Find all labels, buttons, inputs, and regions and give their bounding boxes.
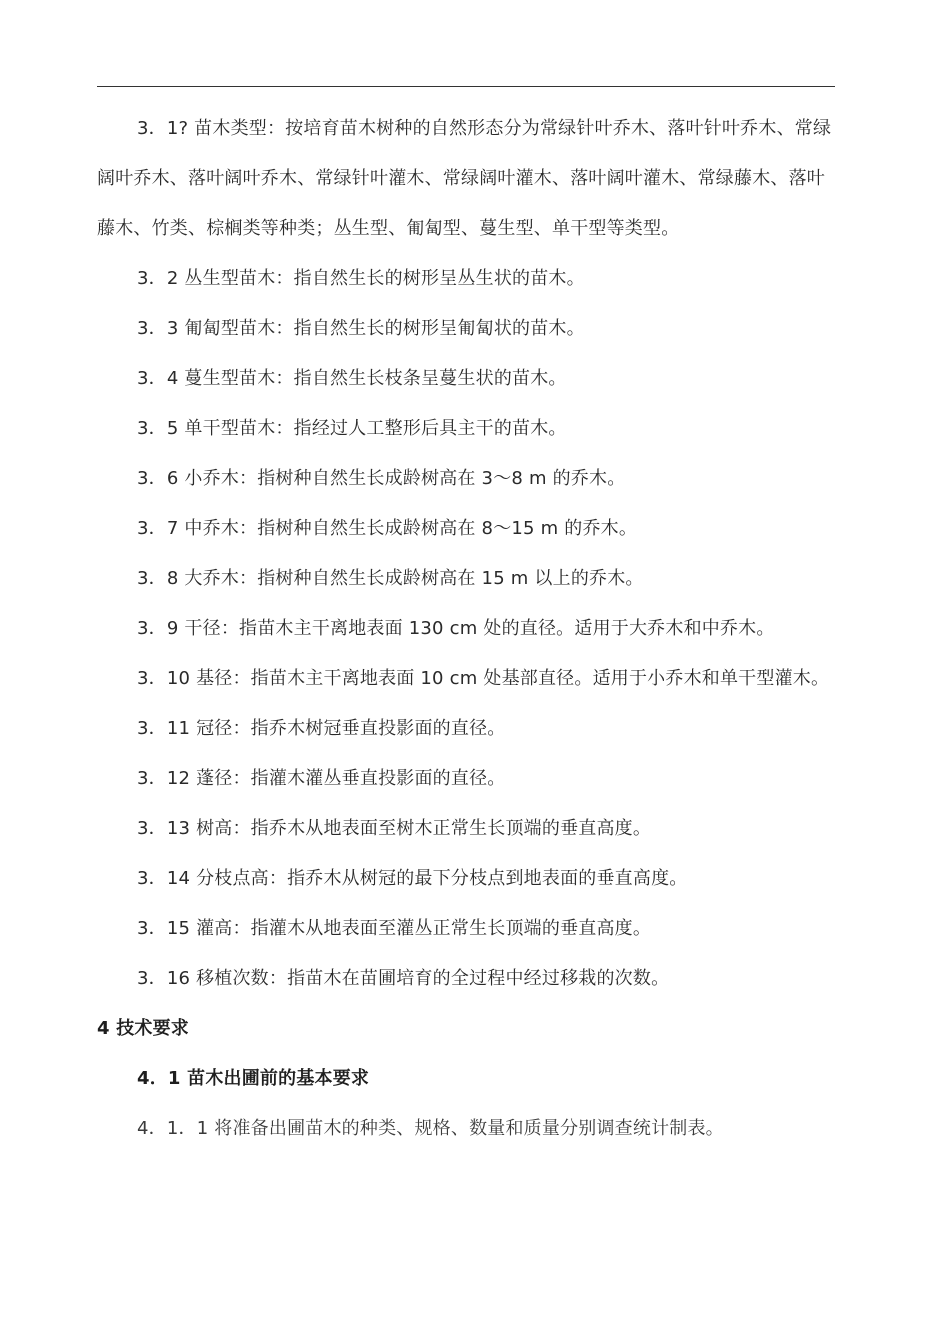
- section-heading-4: 4 技术要求: [97, 1018, 189, 1039]
- subsection-heading-4-1: 4．1 苗木出圃前的基本要求: [137, 1068, 370, 1089]
- definition-3-10: 3．10 基径：指苗木主干离地表面 10 cm 处基部直径。适用于小乔木和单干型灌木。: [137, 668, 830, 689]
- definition-3-2: 3．2 丛生型苗木：指自然生长的树形呈丛生状的苗木。: [137, 268, 585, 289]
- definition-3-13: 3．13 树高：指乔木从地表面至树木正常生长顶端的垂直高度。: [137, 818, 652, 839]
- definition-3-5: 3．5 单干型苗木：指经过人工整形后具主干的苗木。: [137, 418, 567, 439]
- definition-3-16: 3．16 移植次数：指苗木在苗圃培育的全过程中经过移栽的次数。: [137, 968, 670, 989]
- definition-3-9: 3．9 干径：指苗木主干离地表面 130 cm 处的直径。适用于大乔木和中乔木。: [137, 618, 775, 639]
- definition-3-15: 3．15 灌高：指灌木从地表面至灌丛正常生长顶端的垂直高度。: [137, 918, 652, 939]
- definition-3-7: 3．7 中乔木：指树种自然生长成龄树高在 8～15 m 的乔木。: [137, 518, 638, 539]
- header-rule: [97, 86, 835, 87]
- definition-3-1: 3．1? 苗木类型：按培育苗木树种的自然形态分为常绿针叶乔木、落叶针叶乔木、常绿阔叶乔木、落叶阔叶乔木、常绿针叶灌木、常绿阔叶灌木、落叶阔叶灌木、常绿藤木、落叶藤木、竹类、棕榈类等种类；丛生型、匍匐型、蔓生型、单干型等类型。: [97, 118, 832, 239]
- clause-4-1-1: 4．1．1 将准备出圃苗木的种类、规格、数量和质量分别调查统计制表。: [137, 1118, 724, 1139]
- definition-3-8: 3．8 大乔木：指树种自然生长成龄树高在 15 m 以上的乔木。: [137, 568, 644, 589]
- definition-3-3: 3．3 匍匐型苗木：指自然生长的树形呈匍匐状的苗木。: [137, 318, 585, 339]
- definition-3-12: 3．12 蓬径：指灌木灌丛垂直投影面的直径。: [137, 768, 506, 789]
- definition-3-11: 3．11 冠径：指乔木树冠垂直投影面的直径。: [137, 718, 506, 739]
- definition-3-6: 3．6 小乔木：指树种自然生长成龄树高在 3～8 m 的乔木。: [137, 468, 626, 489]
- definition-3-14: 3．14 分枝点高：指乔木从树冠的最下分枝点到地表面的垂直高度。: [137, 868, 688, 889]
- document-body: [97, 104, 832, 1154]
- definition-3-4: 3．4 蔓生型苗木：指自然生长枝条呈蔓生状的苗木。: [137, 368, 567, 389]
